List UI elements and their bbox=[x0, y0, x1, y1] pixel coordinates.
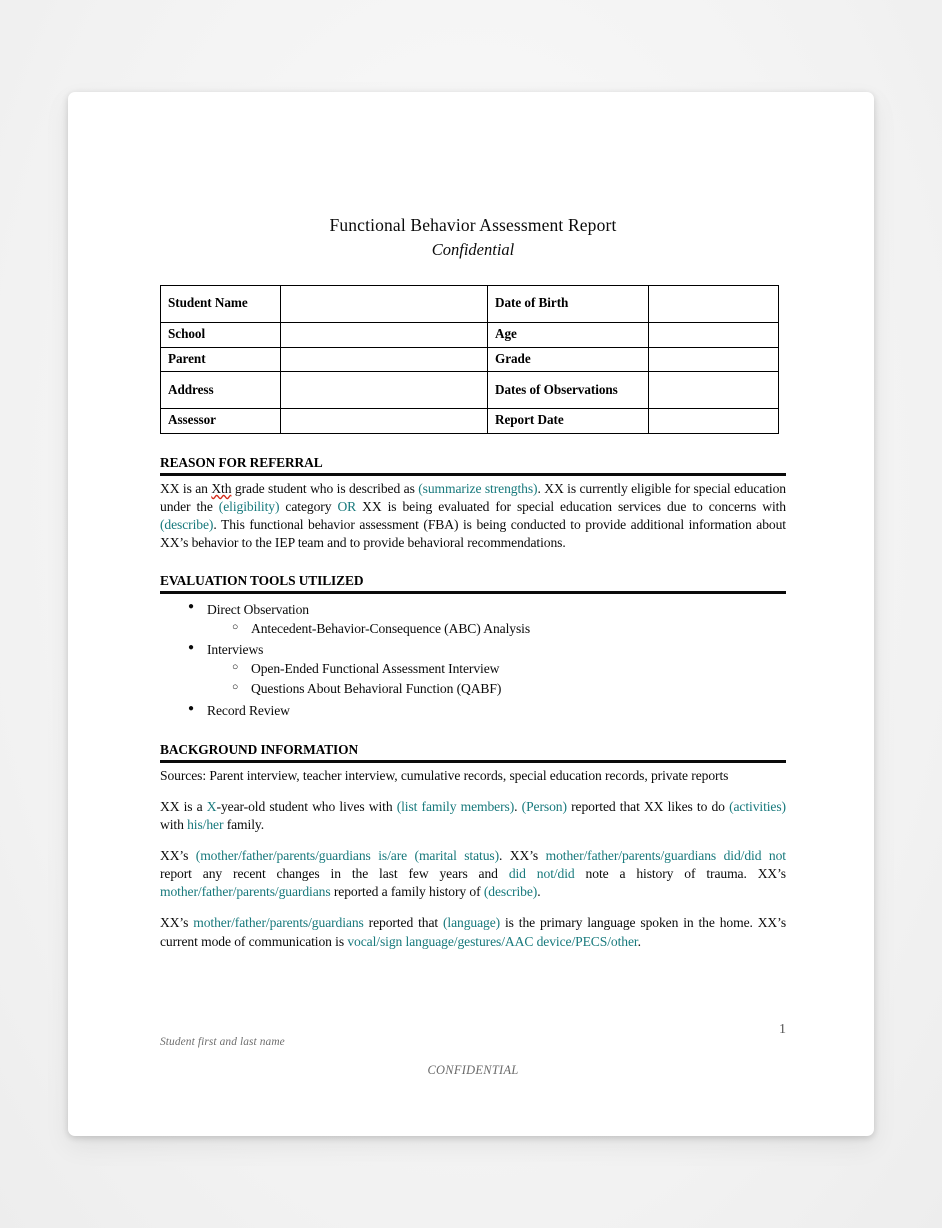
body-text: grade student who is described as bbox=[231, 481, 419, 497]
list-item bbox=[207, 599, 786, 640]
body-text: family. bbox=[223, 817, 264, 833]
placeholder-text: (describe) bbox=[483, 884, 538, 900]
placeholder-text: did not/did bbox=[508, 866, 575, 882]
placeholder-text: (list family members) bbox=[396, 799, 515, 815]
body-text: category bbox=[279, 499, 338, 515]
body-text: . XX’s bbox=[499, 848, 546, 864]
table-label-cell: School bbox=[161, 322, 281, 347]
document-page bbox=[68, 92, 874, 1136]
body-text: XX is being evaluated for special education services due to concerns with bbox=[356, 499, 786, 515]
page-subtitle: Confidential bbox=[431, 240, 515, 260]
bullet-disc-icon: ● Record Review bbox=[207, 703, 290, 718]
table-label-cell: Student Name bbox=[161, 285, 281, 322]
section-heading-reason-for-referral: REASON FOR REFERRAL bbox=[160, 455, 323, 471]
student-info-table-body bbox=[161, 285, 779, 433]
body-text: XX’s bbox=[160, 915, 194, 931]
body-text: -year-old student who lives with bbox=[216, 799, 397, 815]
body-text: . bbox=[637, 933, 641, 949]
table-row bbox=[161, 347, 779, 372]
body-text: Sources: Parent interview, teacher interview, cumulative records, special education records, private reports bbox=[160, 767, 729, 783]
placeholder-text: (summarize strengths) bbox=[418, 481, 538, 497]
bullet-circle-icon: ○ Questions About Behavioral Function (QABF) bbox=[251, 681, 501, 696]
reason-for-referral-paragraph bbox=[160, 480, 786, 552]
placeholder-text: (mother/father/parents/guardians is/are (marital status) bbox=[195, 848, 500, 864]
student-info-table bbox=[160, 285, 779, 434]
table-row bbox=[161, 409, 779, 434]
table-label-cell: Parent bbox=[161, 347, 281, 372]
placeholder-text: OR bbox=[337, 499, 357, 515]
table-label-cell: Date of Birth bbox=[488, 285, 649, 322]
evaluation-tools-sublist bbox=[207, 618, 786, 638]
placeholder-text: his/her bbox=[187, 817, 224, 833]
section-rule bbox=[160, 591, 786, 594]
list-item bbox=[207, 640, 786, 701]
list-item bbox=[251, 679, 786, 699]
body-text: reported that XX likes to do bbox=[566, 799, 730, 815]
table-label-cell: Age bbox=[488, 322, 649, 347]
body-text: report any recent changes in the last few years and bbox=[160, 866, 509, 882]
body-text: . This functional behavior assessment (FBA) is being conducted to provide additional information about XX’s behavior to the IEP team and to provide behavioral recommendations. bbox=[160, 517, 786, 551]
bullet-circle-icon: ○ Open-Ended Functional Assessment Interview bbox=[251, 661, 499, 676]
list-item bbox=[251, 659, 786, 679]
table-label-cell: Dates of Observations bbox=[488, 372, 649, 409]
page-number: 1 bbox=[779, 1022, 786, 1037]
table-value-cell[interactable] bbox=[281, 347, 488, 372]
section-heading-evaluation-tools: EVALUATION TOOLS UTILIZED bbox=[160, 573, 364, 589]
table-label-cell: Report Date bbox=[488, 409, 649, 434]
footer-student-name: Student first and last name bbox=[160, 1036, 285, 1048]
section-heading-background-information: BACKGROUND INFORMATION bbox=[160, 741, 359, 757]
list-item bbox=[207, 701, 786, 721]
page-content-area bbox=[160, 92, 786, 1136]
table-row bbox=[161, 285, 779, 322]
body-text: reported that bbox=[363, 915, 443, 931]
spellcheck-word: Xth bbox=[211, 481, 232, 497]
body-text: . bbox=[537, 884, 541, 900]
placeholder-text: mother/father/parents/guardians bbox=[160, 884, 331, 900]
body-text: XX is an bbox=[160, 481, 212, 497]
body-text: reported a family history of bbox=[330, 884, 484, 900]
table-label-cell: Grade bbox=[488, 347, 649, 372]
table-row bbox=[161, 322, 779, 347]
evaluation-tools-list bbox=[160, 599, 786, 721]
body-text: . XX is currently eligible for special education under the bbox=[160, 481, 787, 515]
body-text: with bbox=[160, 817, 188, 833]
placeholder-text: (Person) bbox=[521, 799, 567, 815]
background-family-paragraph bbox=[160, 798, 786, 834]
table-value-cell[interactable] bbox=[649, 409, 779, 434]
placeholder-text: (eligibility) bbox=[218, 499, 280, 515]
background-language-paragraph bbox=[160, 914, 786, 950]
body-text: . bbox=[514, 799, 522, 815]
table-value-cell[interactable] bbox=[281, 372, 488, 409]
table-value-cell[interactable] bbox=[649, 285, 779, 322]
body-text: XX’s bbox=[160, 848, 196, 864]
page-title: Functional Behavior Assessment Report bbox=[329, 215, 617, 235]
table-value-cell[interactable] bbox=[649, 347, 779, 372]
placeholder-text: vocal/sign language/gestures/AAC device/PECS/other bbox=[347, 933, 638, 949]
footer-confidential-label: CONFIDENTIAL bbox=[427, 1063, 519, 1077]
bullet-circle-icon: ○ Antecedent-Behavior-Consequence (ABC) Analysis bbox=[251, 621, 530, 636]
table-row bbox=[161, 372, 779, 409]
table-value-cell[interactable] bbox=[281, 322, 488, 347]
evaluation-tools-sublist bbox=[207, 659, 786, 700]
section-rule bbox=[160, 473, 786, 476]
table-value-cell[interactable] bbox=[281, 285, 488, 322]
table-value-cell[interactable] bbox=[281, 409, 488, 434]
background-marital-paragraph bbox=[160, 847, 786, 901]
placeholder-text: (activities) bbox=[729, 799, 786, 815]
section-rule bbox=[160, 760, 786, 763]
list-item bbox=[251, 618, 786, 638]
table-value-cell[interactable] bbox=[649, 372, 779, 409]
placeholder-text: (describe) bbox=[160, 517, 214, 533]
bullet-disc-icon: ● Interviews bbox=[207, 642, 263, 657]
bullet-disc-icon: ● Direct Observation bbox=[207, 602, 309, 617]
body-text: XX is a bbox=[160, 799, 207, 815]
placeholder-text: mother/father/parents/guardians did/did not bbox=[545, 848, 786, 864]
background-sources-paragraph bbox=[160, 767, 786, 785]
table-label-cell: Assessor bbox=[161, 409, 281, 434]
placeholder-text: (language) bbox=[442, 915, 501, 931]
table-label-cell: Address bbox=[161, 372, 281, 409]
placeholder-text: mother/father/parents/guardians bbox=[193, 915, 364, 931]
body-text: note a history of trauma. XX’s bbox=[574, 866, 787, 882]
placeholder-text: X bbox=[206, 799, 217, 815]
table-value-cell[interactable] bbox=[649, 322, 779, 347]
body-text: is the primary language spoken in the home. XX’s current mode of communication is bbox=[160, 915, 787, 949]
